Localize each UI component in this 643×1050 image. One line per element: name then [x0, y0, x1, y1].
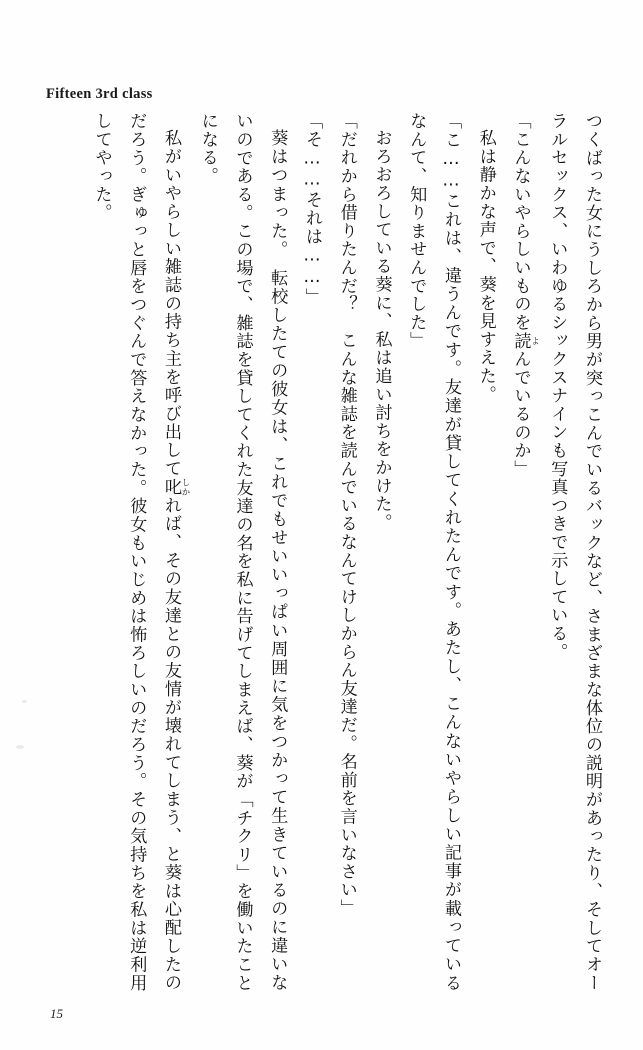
scan-artifact — [22, 700, 27, 703]
paragraph-4: 「こ……これは、違うんです。友達が貸してくれたんです。あたし、こんないやらしい記事が載っているなんて、知りませんでした」 — [406, 112, 461, 992]
paragraph-6: 「だれから借りたんだ？ こんな雑誌を読んでいるなんてけしからん友達だ。名前を言いなさい」 — [336, 112, 357, 918]
paragraph-9: 私がいやらしい雑誌の持ち主を呼び出して叱 しかれば、その友達との友情が壊れてしまう、と葵は心配したのだろう。ぎゅっと唇をつぐんで答えなかった。彼女もいじめは怖ろしいのだろう。その気持ちを私は逆利用してやった。 — [91, 112, 190, 992]
paragraph-1: つくばった女にうしろから男が突っこんでいるバックなど、さまざまな体位の説明があったり、そしてオーラルセックス、いわゆるシックスナインも写真つきで示している。 — [547, 112, 602, 992]
page-number: 15 — [50, 1006, 63, 1021]
vertical-text-body — [47, 112, 609, 992]
ruby-yomu: 読 よ — [510, 331, 540, 350]
paragraph-3: 私は静かな声で、葵を見すえた。 — [475, 129, 496, 404]
paragraph-5: おろおろしている葵に、私は追い討ちをかけた。 — [371, 129, 392, 532]
paragraph-7: 「そ……それは……」 — [302, 112, 322, 307]
paragraph-8: 葵はつまった。 転校したての彼女は、これでもせいいっぱい周囲に気をつかって生きているのに違いないのである。この場で、雑誌を貸してくれた友達の名を私に告げてしまえば、葵が「チクリ」を働いたことになる。 — [197, 112, 288, 992]
paragraph-2: 「こんないやらしいものを読 よんでいるのか」 — [510, 112, 540, 479]
scan-artifact — [16, 745, 24, 749]
running-head: Fifteen 3rd class — [46, 86, 153, 102]
ruby-shikaru: 叱 しか — [161, 478, 190, 497]
